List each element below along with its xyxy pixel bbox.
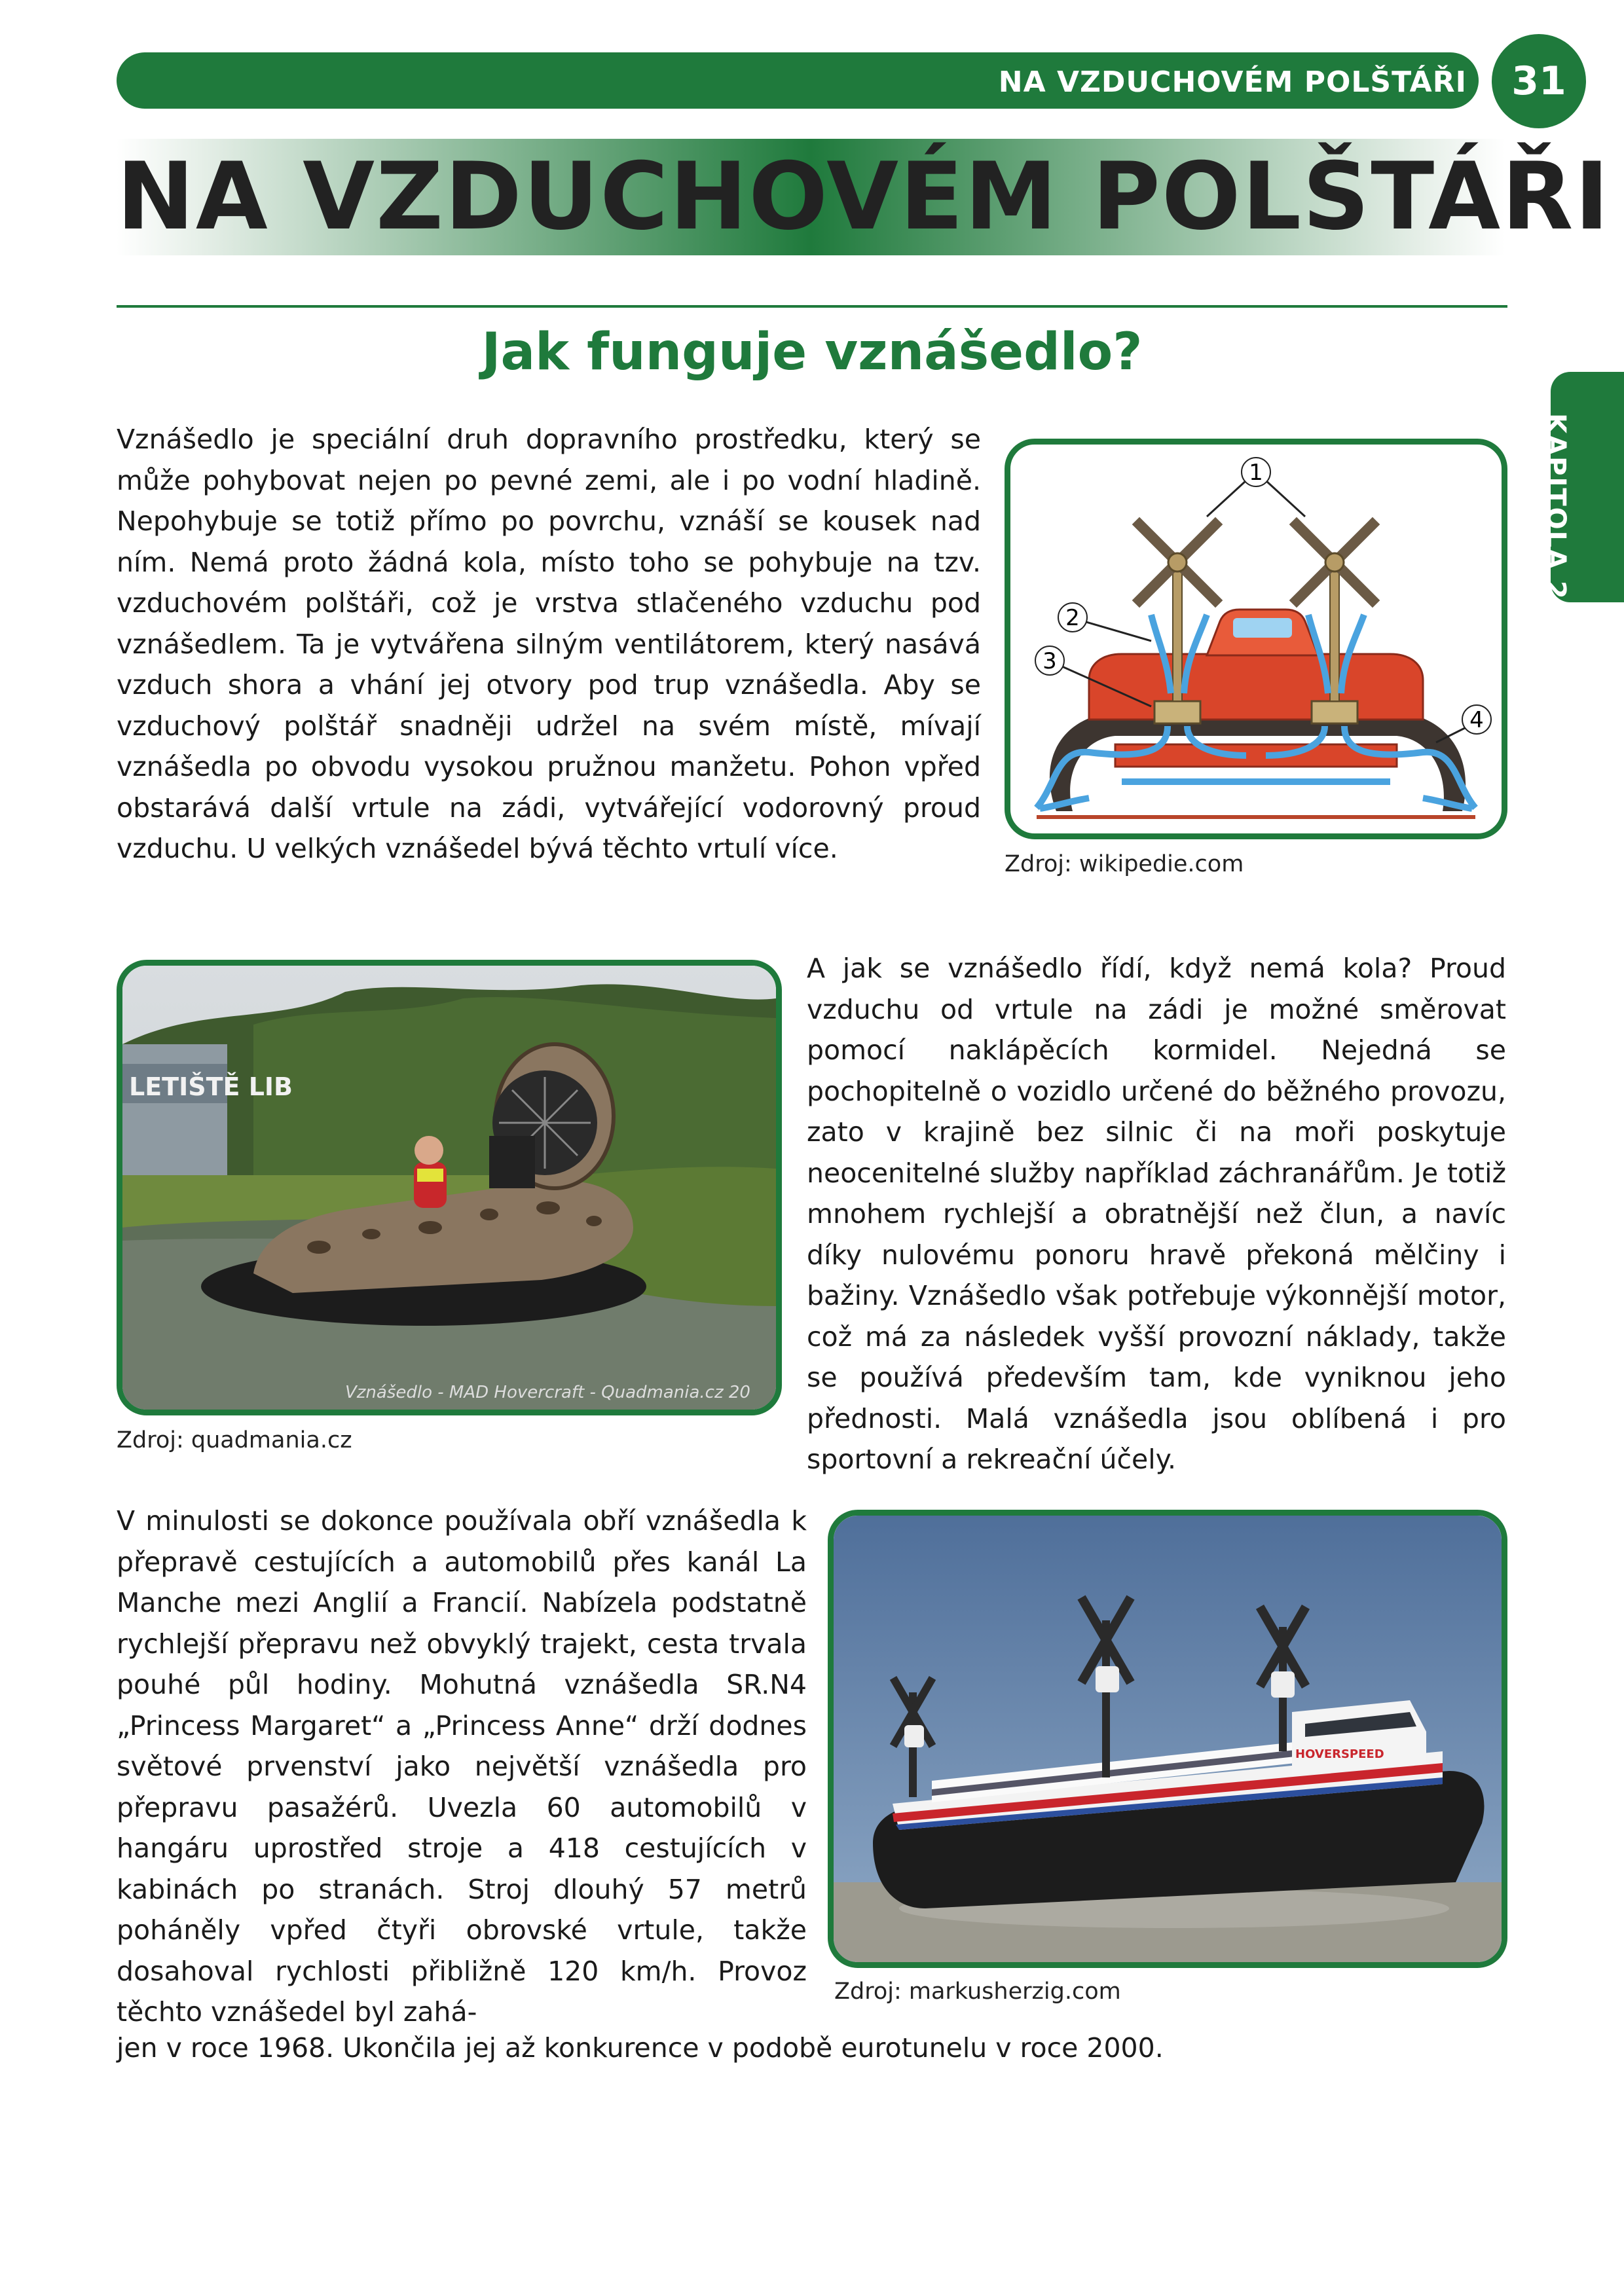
page-number: 31 [1486,29,1591,134]
label-2: 2 [1065,605,1080,631]
fan-left [1154,701,1200,723]
page-title: NA VZDUCHOVÉM POLŠTÁŘI [117,143,1611,251]
chapter-tab-label: KAPITOLA 2 [1541,413,1571,600]
steering-paragraph: A jak se vznášedlo řídí, když nemá kola? Proud vzduchu od vrtule na zádi je možné směrovat pomocí naklápěcích kormidel. Nejedná se pochopitelně o vozidlo určené do běžného provozu, zato v krajině bez silnic či na moři poskytuje neocenitelné služby například záchranářům. Je totiž mnohem rychlejší a obratnější než člun, a navíc díky nulovému ponoru hravě překoná mělčiny i bažiny. Vznášedlo však potřebuje výkonnější motor, což má za následek vyšší provozní náklady, takže se používá především tam, kde vyniknou jeho přednosti. Malá vznášedla jsou oblíbená i pro sportovní a rekreační účely. [807,953,1506,1475]
section-heading: Jak funguje vznášedlo? [481,323,1143,382]
photo-sport-hovercraft [117,960,782,1415]
running-head: NA VZDUCHOVÉM POLŠTÁŘI [998,65,1467,99]
history-paragraph: V minulosti se dokonce používala obří vznášedla k přepravě cestujících a automobilů přes kanál La Manche mezi Anglií a Francií. Nabízela podstatně rychlejší přepravu než obvyklý trajekt, cesta trvala pouhé půl hodiny. Mohutná vznášedla SR.N4 „Princess Margaret“ a „Princess Anne“ drží dodnes světové prvenství jako největší vznášedla pro přepravu pasažérů. Uvezla 60 automobilů v hangáru uprostřed stroje a 418 cestujících v kabinách po stranách. Stroj dlouhý 57 metrů poháněly vpřed čtyři obrovské vrtule, takže dosahoval rychlosti přibližně 120 km/h. Provoz těchto vznášedel byl zahá- [117,1505,807,2028]
hovercraft-diagram [1005,439,1507,839]
label-4: 4 [1469,707,1484,733]
hovercraft-diagram-svg [1010,445,1502,833]
photo1-watermark: Vznášedlo - MAD Hovercraft - Quadmania.cz 20 [345,1383,750,1402]
livery-text: HOVERSPEED [1295,1747,1384,1761]
diagram-caption: Zdroj: wikipedie.com [1005,851,1244,877]
title-rule [117,305,1507,308]
ground-line [1037,815,1475,819]
sign-text: LETIŠTĚ LIB [129,1072,293,1101]
photo1-caption: Zdroj: quadmania.cz [117,1427,352,1453]
fan-right [1312,701,1357,723]
photo2-caption: Zdroj: markusherzig.com [834,1978,1121,2005]
photo-large-hovercraft [828,1510,1507,1968]
label-1: 1 [1249,460,1263,486]
photo-large-hovercraft-svg [834,1516,1502,1962]
hull-shape [1089,654,1423,720]
history-paragraph-end: jen v roce 1968. Ukončila jej až konkurence v podobě eurotunelu v roce 2000. [117,2032,1164,2064]
label-3: 3 [1043,648,1057,674]
photo-sport-hovercraft-svg [122,966,776,1410]
cabin-window [1233,618,1292,638]
intro-paragraph: Vznášedlo je speciální druh dopravního prostředku, který se může pohybovat nejen po pevné zemi, ale i po vodní hladině. Nepohybuje se totiž přímo po povrchu, vznáší se kousek nad ním. Nemá proto žádná kola, místo toho se pohybuje na tzv. vzduchovém polštáři, což je vrstva stlačeného vzduchu pod vznášedlem. Ta je vytvářena silným ventilátorem, který nasává vzduch shora a vhání jej otvory pod trup vznášedla. Aby se vzduchový polštář snadněji udržel na svém místě, mívají vznášedla po obvodu vysokou pružnou manžetu. Pohon vpřed obstarává další vrtule na zádi, vytvářející vodorovný proud vzduchu. U velkých vznášedel bývá těchto vrtulí více. [117,424,981,864]
mast-left [1173,562,1182,701]
mast-right [1330,562,1339,701]
